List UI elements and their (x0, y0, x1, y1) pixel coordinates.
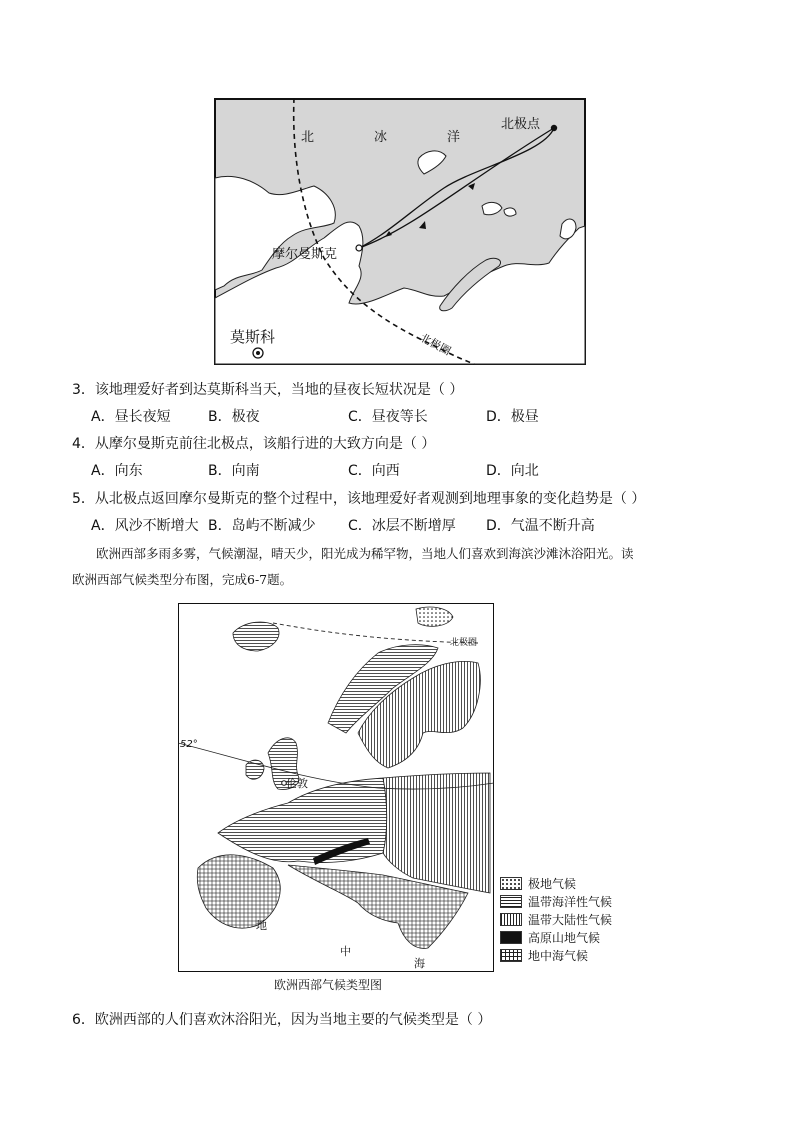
legend-polar-swatch (500, 877, 522, 890)
question-3-option-b[interactable]: B．极夜 (208, 409, 260, 425)
legend-mediterranean-label: 地中海气候 (528, 949, 589, 963)
question-3-stem: 3．该地理爱好者到达莫斯科当天，当地的昼夜长短状况是（ ） (72, 382, 464, 398)
question-5-option-b[interactable]: B．岛屿不断减少 (208, 518, 316, 534)
legend-highland (500, 930, 600, 946)
label-lat-52: 52° (180, 739, 198, 750)
intro-line-1: 欧洲西部多雨多雾，气候潮湿，晴天少，阳光成为稀罕物，当地人们喜欢到海滨沙滩沐浴阳光。读 (96, 546, 634, 561)
label-london: 伦敦 (286, 777, 308, 790)
question-6-stem: 6．欧洲西部的人们喜欢沐浴阳光，因为当地主要的气候类型是（ ） (72, 1012, 492, 1028)
question-4-option-a[interactable]: A．向东 (91, 463, 143, 479)
label-hai: 海 (414, 957, 425, 970)
arctic-route-map (214, 98, 586, 365)
question-3-option-a[interactable]: A．昼长夜短 (91, 409, 171, 425)
legend-continental-swatch (500, 913, 522, 926)
label-north-pole: 北极点 (501, 117, 541, 132)
label-moscow: 莫斯科 (230, 328, 276, 346)
label-murmansk: 摩尔曼斯克 (272, 247, 338, 262)
europe-map-svg (178, 603, 494, 972)
legend-continental (500, 912, 612, 928)
label-ocean: 洋 (447, 130, 461, 145)
murmansk-dot (356, 245, 362, 251)
arctic-map-svg (214, 98, 586, 365)
north-pole-dot (551, 125, 557, 131)
intro-line-2: 欧洲西部气候类型分布图，完成6-7题。 (72, 572, 293, 587)
label-north: 北 (301, 130, 315, 145)
europe-map-caption: 欧洲西部气候类型图 (274, 978, 383, 992)
label-zhong: 中 (340, 945, 351, 958)
question-4-option-b[interactable]: B．向南 (208, 463, 260, 479)
question-3-option-c[interactable]: C．昼夜等长 (348, 409, 428, 425)
question-4-option-c[interactable]: C．向西 (348, 463, 400, 479)
label-di: 地 (256, 919, 267, 932)
legend-continental-label: 温带大陆性气候 (528, 913, 613, 927)
question-4-option-d[interactable]: D．向北 (486, 463, 539, 479)
label-ice: 冰 (374, 130, 388, 145)
label-arctic-circle: 北极圈 (417, 330, 453, 358)
legend-highland-label: 高原山地气候 (528, 931, 601, 945)
question-5-option-a[interactable]: A．风沙不断增大 (91, 518, 199, 534)
moscow-symbol-inner (256, 351, 260, 355)
europe-climate-map (178, 603, 494, 972)
question-3-option-d[interactable]: D．极昼 (486, 409, 539, 425)
legend-oceanic-swatch (500, 895, 522, 908)
legend-polar-label: 极地气候 (528, 877, 577, 891)
legend-mediterranean-swatch (500, 949, 522, 962)
legend-highland-swatch (500, 931, 522, 944)
legend-oceanic (500, 894, 612, 910)
legend-oceanic-label: 温带海洋性气候 (528, 895, 613, 909)
question-4-stem: 4．从摩尔曼斯克前往北极点，该船行进的大致方向是（ ） (72, 436, 436, 452)
legend-polar (500, 876, 576, 892)
label-europe-arctic-circle: 北极圈 (450, 638, 478, 648)
question-5-stem: 5．从北极点返回摩尔曼斯克的整个过程中，该地理爱好者观测到地理事象的变化趋势是（ ） (72, 491, 646, 507)
question-5-option-d[interactable]: D．气温不断升高 (486, 518, 595, 534)
legend-mediterranean (500, 948, 588, 964)
question-5-option-c[interactable]: C．冰层不断增厚 (348, 518, 456, 534)
